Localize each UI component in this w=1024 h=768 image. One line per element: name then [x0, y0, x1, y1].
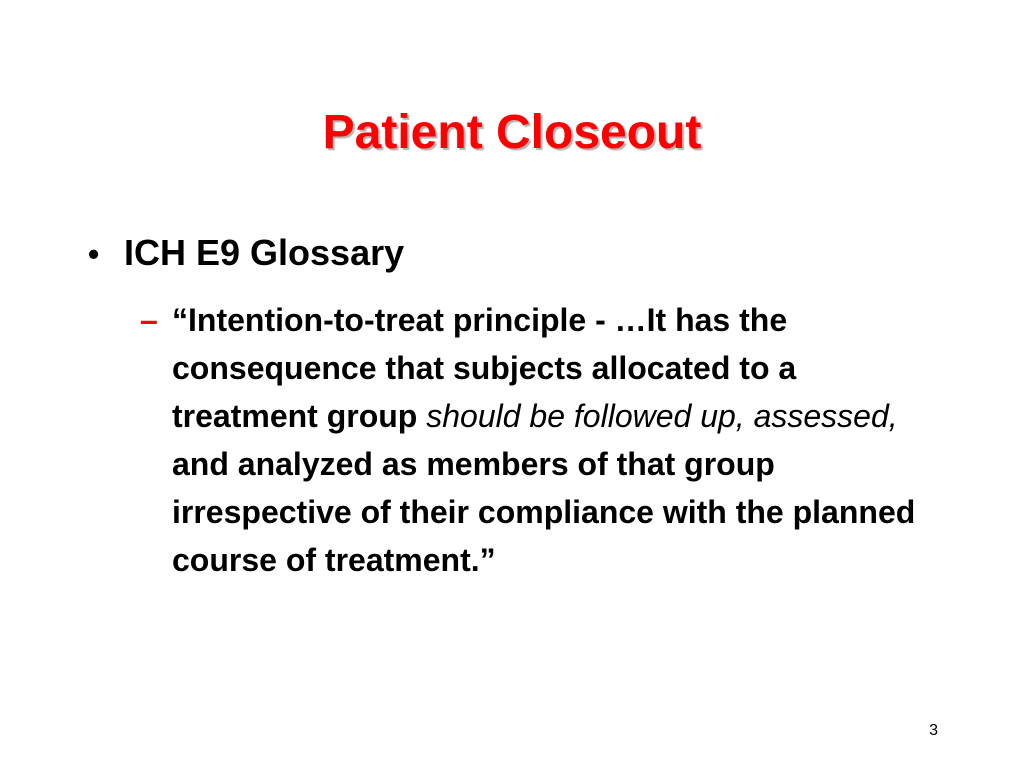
sub-bullet-item: [140, 296, 940, 584]
bullet-item: [88, 232, 404, 274]
quote-italic-part: should be followed up, assessed,: [426, 398, 898, 434]
bullet-text: ICH E9 Glossary: [124, 232, 405, 273]
sub-bullet-text: [172, 296, 940, 584]
page-number: 3: [929, 722, 938, 739]
quote-part-2: and analyzed as members of that group irrespective of their compliance with the planned course of treatment.”: [172, 446, 916, 578]
sub-bullet-marker: –: [140, 302, 158, 338]
quote-part-1: “Intention-to-treat principle - …It has the consequence that subjects allocated to a treatment group: [172, 302, 797, 434]
slide-title: Patient Closeout: [322, 106, 702, 159]
bullet-marker: •: [88, 236, 100, 272]
